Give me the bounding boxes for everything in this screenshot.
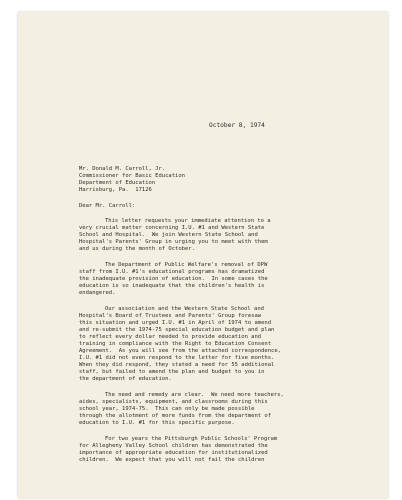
recipient-line: Commissioner for Basic Education: [79, 173, 185, 179]
paragraph-line: Agreement. As you will see from the attached correspondence,: [79, 348, 281, 354]
recipient-line: Department of Education: [79, 180, 156, 186]
recipient-line: Mr. Donald M. Carroll, Jr.: [79, 166, 166, 172]
paragraph-line: I.U. #1 did not even respond to the letter for five months.: [79, 355, 275, 361]
paragraph-line: this situation and urged I.U. #1 in April of 1974 to amend: [79, 320, 272, 326]
paragraph-line: When they did respond, they stated a need for 55 additional: [79, 362, 275, 368]
salutation: Dear Mr. Carroll:: [79, 203, 136, 209]
paragraph-line: aides, specialists, equipment, and classrooms during this: [79, 399, 268, 405]
paragraph-line: staff from I.U. #1's educational programs has dramatized: [79, 269, 265, 275]
paragraph-line: Hospital's Parents' Group in urging you to meet with them: [79, 239, 268, 245]
paragraph-line: the department of education.: [79, 376, 172, 382]
paragraph-line: School and Hospital. We join Western State School and: [79, 232, 258, 238]
paragraph-line: importance of appropriate education for institutionalized: [79, 450, 268, 456]
paragraph-line: through the allotment of more funds from the department of: [79, 413, 272, 419]
paragraph-line: This letter requests your immediate attention to a: [105, 218, 271, 224]
paragraph-line: education to I.U. #1 for this specific purpose.: [79, 420, 235, 426]
paragraph-line: school year, 1974-75. This can only be made possible: [79, 406, 255, 412]
paragraph-line: for Allegheny Valley School children has demonstrated the: [79, 443, 268, 449]
paragraph-line: For two years the Pittsburgh Public Schools' Program: [105, 436, 278, 442]
paragraph-line: education is so inadequate that the children's health is: [79, 283, 265, 289]
paragraph-line: and us during the month of October.: [79, 246, 195, 252]
paragraph-line: Our association and the Western State School and: [105, 306, 264, 312]
letter-page: [18, 12, 388, 498]
paragraph-line: to reflect every dollar needed to provide education and: [79, 334, 262, 340]
paragraph-line: children. We expect that you will not fail the children: [79, 457, 265, 463]
paragraph-line: endangered.: [79, 290, 116, 296]
paragraph-line: training in compliance with the Right to Education Consent: [79, 341, 272, 347]
paragraph-line: staff, but failed to amend the plan and budget to you in: [79, 369, 265, 375]
paragraph-line: and re-submit the 1974-75 special education budget and plan: [79, 327, 275, 333]
letter-date: October 8, 1974: [209, 122, 265, 129]
recipient-line: Harrisburg, Pa. 17126: [79, 187, 152, 193]
paragraph-line: The need and remedy are clear. We need more teachers,: [105, 392, 284, 398]
paragraph-line: very crucial matter concerning I.U. #1 and Western State: [79, 225, 265, 231]
paragraph-line: The Department of Public Welfare's removal of DPW: [105, 262, 268, 268]
paragraph-line: Hospital's Board of Trustees and Parents' Group foresaw: [79, 313, 262, 319]
paragraph-line: the inadequate provision of education. In some cases the: [79, 276, 268, 282]
